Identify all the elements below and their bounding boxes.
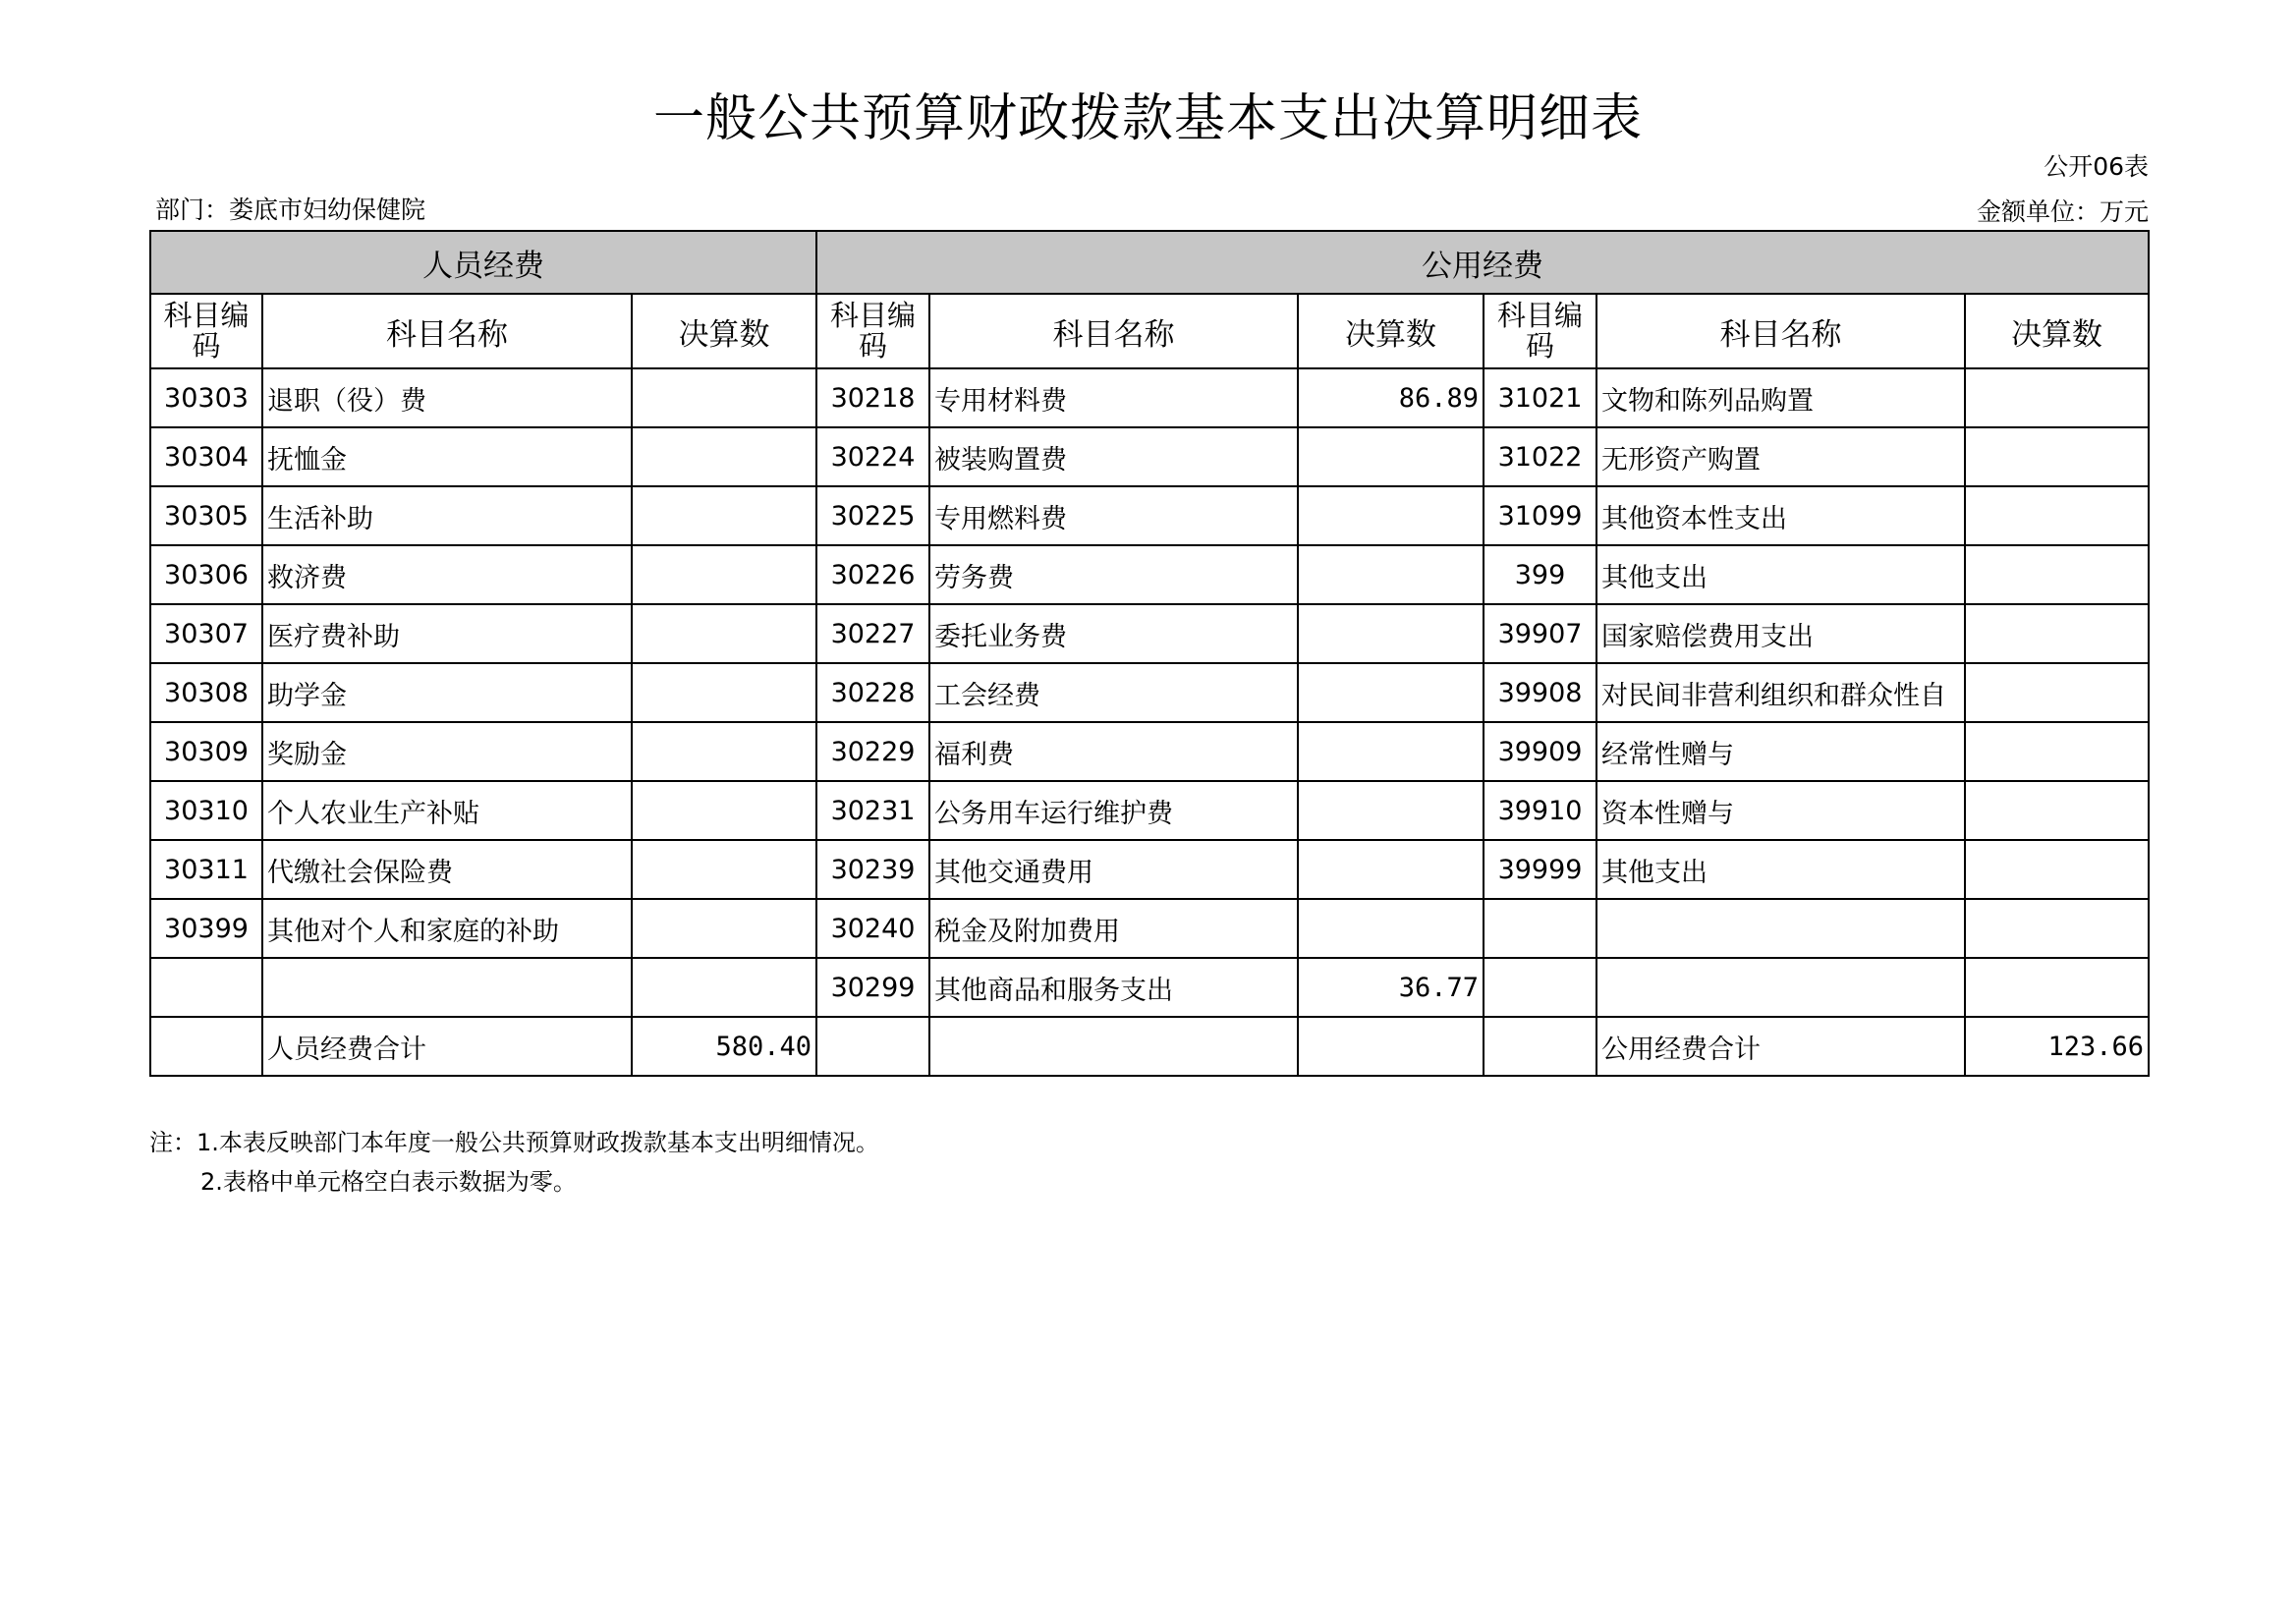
table-row [150, 368, 2149, 427]
personnel-amount [632, 663, 816, 722]
personnel-code: 30309 [150, 722, 262, 781]
personnel-name: 其他对个人和家庭的补助 [262, 899, 632, 958]
public-name: 无形资产购置 [1596, 427, 1965, 486]
personnel-code: 30310 [150, 781, 262, 840]
public-name: 专用材料费 [929, 368, 1298, 427]
personnel-amount [632, 604, 816, 663]
public-code: 30224 [816, 427, 929, 486]
total-row [150, 1017, 2149, 1076]
public-amount [1298, 427, 1484, 486]
public-amount [1298, 545, 1484, 604]
public-amount [1965, 604, 2149, 663]
public-code: 30225 [816, 486, 929, 545]
public-code: 39908 [1484, 663, 1596, 722]
personnel-name: 生活补助 [262, 486, 632, 545]
public-name: 劳务费 [929, 545, 1298, 604]
public-name: 国家赔偿费用支出 [1596, 604, 1965, 663]
department-label: 部门：娄底市妇幼保健院 [155, 196, 426, 224]
public-code: 30227 [816, 604, 929, 663]
public-name: 经常性赠与 [1596, 722, 1965, 781]
personnel-amount [632, 486, 816, 545]
personnel-amount [632, 899, 816, 958]
personnel-name: 抚恤金 [262, 427, 632, 486]
empty-cell [929, 1017, 1298, 1076]
public-amount [1965, 899, 2149, 958]
public-name: 专用燃料费 [929, 486, 1298, 545]
empty-cell [1298, 1017, 1484, 1076]
table-row [150, 545, 2149, 604]
table-row [150, 427, 2149, 486]
public-amount [1965, 958, 2149, 1017]
public-amount [1298, 663, 1484, 722]
empty-cell [816, 1017, 929, 1076]
public-name: 其他支出 [1596, 840, 1965, 899]
group-personnel-header: 人员经费 [150, 231, 816, 294]
public-name: 税金及附加费用 [929, 899, 1298, 958]
col-header-code: 科目编码 [1484, 294, 1596, 368]
table-row [150, 604, 2149, 663]
public-name: 委托业务费 [929, 604, 1298, 663]
personnel-amount [632, 781, 816, 840]
personnel-total-value: 580.40 [632, 1017, 816, 1076]
footnotes [149, 1123, 879, 1202]
public-amount [1965, 545, 2149, 604]
personnel-code: 30308 [150, 663, 262, 722]
personnel-name [262, 958, 632, 1017]
public-name: 其他商品和服务支出 [929, 958, 1298, 1017]
public-name: 其他资本性支出 [1596, 486, 1965, 545]
table-row [150, 840, 2149, 899]
personnel-code: 30303 [150, 368, 262, 427]
personnel-amount [632, 545, 816, 604]
personnel-name: 退职（役）费 [262, 368, 632, 427]
footnote-1: 注：1.本表反映部门本年度一般公共预算财政拨款基本支出明细情况。 [149, 1129, 879, 1156]
budget-detail-table [149, 230, 2150, 1077]
public-amount [1298, 899, 1484, 958]
public-amount: 86.89 [1298, 368, 1484, 427]
public-amount [1965, 486, 2149, 545]
public-name: 其他交通费用 [929, 840, 1298, 899]
personnel-name: 奖励金 [262, 722, 632, 781]
group-header-row [150, 231, 2149, 294]
public-name: 对民间非营利组织和群众性自 [1596, 663, 1965, 722]
public-code: 39999 [1484, 840, 1596, 899]
personnel-amount [632, 427, 816, 486]
col-header-amount: 决算数 [1965, 294, 2149, 368]
public-code: 30218 [816, 368, 929, 427]
col-header-code: 科目编码 [150, 294, 262, 368]
public-name [1596, 899, 1965, 958]
column-header-row [150, 294, 2149, 368]
empty-cell [1484, 1017, 1596, 1076]
col-header-name: 科目名称 [262, 294, 632, 368]
public-amount: 36.77 [1298, 958, 1484, 1017]
col-header-amount: 决算数 [1298, 294, 1484, 368]
public-name: 资本性赠与 [1596, 781, 1965, 840]
public-code: 39910 [1484, 781, 1596, 840]
form-number: 公开06表 [2044, 152, 2149, 181]
public-name: 被装购置费 [929, 427, 1298, 486]
personnel-name: 救济费 [262, 545, 632, 604]
public-code [1484, 899, 1596, 958]
public-amount [1298, 604, 1484, 663]
public-total-label: 公用经费合计 [1596, 1017, 1965, 1076]
personnel-code: 30307 [150, 604, 262, 663]
col-header-name: 科目名称 [929, 294, 1298, 368]
table-row [150, 781, 2149, 840]
personnel-amount [632, 368, 816, 427]
table-row [150, 663, 2149, 722]
public-amount [1965, 840, 2149, 899]
amount-unit-label: 金额单位：万元 [1976, 197, 2149, 226]
personnel-amount [632, 722, 816, 781]
personnel-name: 医疗费补助 [262, 604, 632, 663]
personnel-code: 30306 [150, 545, 262, 604]
col-header-name: 科目名称 [1596, 294, 1965, 368]
empty-cell [150, 1017, 262, 1076]
public-name: 福利费 [929, 722, 1298, 781]
public-code: 30299 [816, 958, 929, 1017]
public-name [1596, 958, 1965, 1017]
table-row [150, 958, 2149, 1017]
personnel-name: 个人农业生产补贴 [262, 781, 632, 840]
table-row [150, 486, 2149, 545]
public-code: 39907 [1484, 604, 1596, 663]
public-code: 30231 [816, 781, 929, 840]
public-code: 31021 [1484, 368, 1596, 427]
public-code: 31022 [1484, 427, 1596, 486]
table-row [150, 899, 2149, 958]
public-code: 39909 [1484, 722, 1596, 781]
personnel-code: 30305 [150, 486, 262, 545]
public-code: 30228 [816, 663, 929, 722]
public-name: 文物和陈列品购置 [1596, 368, 1965, 427]
public-name: 工会经费 [929, 663, 1298, 722]
public-code: 399 [1484, 545, 1596, 604]
public-code [1484, 958, 1596, 1017]
personnel-amount [632, 840, 816, 899]
public-total-value: 123.66 [1965, 1017, 2149, 1076]
personnel-code [150, 958, 262, 1017]
public-amount [1298, 486, 1484, 545]
public-amount [1298, 781, 1484, 840]
public-code: 30226 [816, 545, 929, 604]
public-code: 30229 [816, 722, 929, 781]
public-code: 30240 [816, 899, 929, 958]
col-header-code: 科目编码 [816, 294, 929, 368]
personnel-total-label: 人员经费合计 [262, 1017, 632, 1076]
public-amount [1965, 368, 2149, 427]
public-amount [1298, 840, 1484, 899]
public-name: 其他支出 [1596, 545, 1965, 604]
public-amount [1965, 781, 2149, 840]
group-public-header: 公用经费 [816, 231, 2149, 294]
public-amount [1965, 427, 2149, 486]
public-amount [1965, 663, 2149, 722]
page-title: 一般公共预算财政拨款基本支出决算明细表 [652, 89, 1643, 148]
public-amount [1298, 722, 1484, 781]
footnote-2: 2.表格中单元格空白表示数据为零。 [200, 1168, 577, 1196]
col-header-amount: 决算数 [632, 294, 816, 368]
public-code: 31099 [1484, 486, 1596, 545]
public-code: 30239 [816, 840, 929, 899]
table-row [150, 722, 2149, 781]
public-amount [1965, 722, 2149, 781]
personnel-code: 30304 [150, 427, 262, 486]
public-name: 公务用车运行维护费 [929, 781, 1298, 840]
personnel-code: 30399 [150, 899, 262, 958]
personnel-code: 30311 [150, 840, 262, 899]
personnel-name: 助学金 [262, 663, 632, 722]
personnel-amount [632, 958, 816, 1017]
personnel-name: 代缴社会保险费 [262, 840, 632, 899]
